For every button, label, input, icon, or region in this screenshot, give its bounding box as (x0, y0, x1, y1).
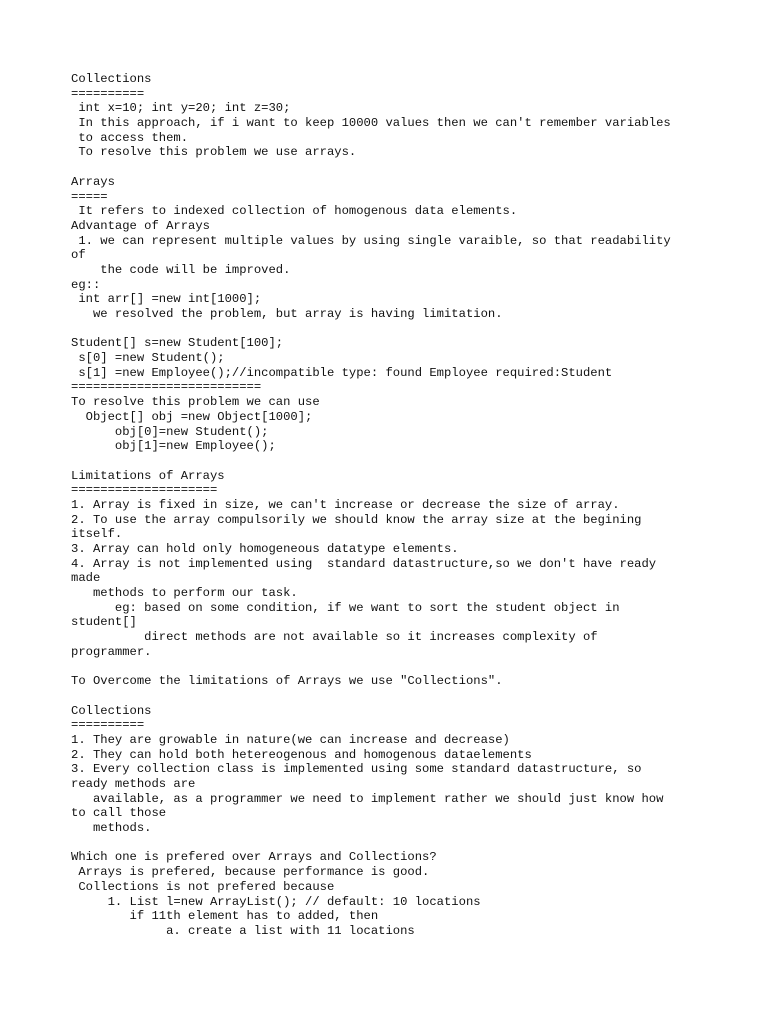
heading-limitations-of-arrays: Limitations of Arrays (71, 468, 225, 483)
heading-collections: Collections (71, 72, 152, 86)
text-line: to call those (71, 806, 167, 821)
list-item: 3. Every collection class is implemented using some standard datastructure, so (71, 762, 642, 777)
text-line: To resolve this problem we can use (71, 395, 320, 410)
text-line: It refers to indexed collection of homogenous data elements. (71, 204, 518, 219)
code-line: obj[1]=new Employee(); (71, 439, 276, 454)
list-item: 2. They can hold both hetereogenous and homogenous dataelements (71, 747, 532, 762)
text-line: programmer. (71, 644, 152, 659)
text-line: To resolve this problem we use arrays. (71, 145, 357, 160)
text-line: itself. (71, 527, 123, 542)
text-line: student[] (71, 615, 137, 630)
underline-separator: ========================== (71, 380, 262, 395)
text-line: if 11th element has to added, then (71, 909, 379, 924)
text-line: to access them. (71, 130, 189, 145)
code-line: s[0] =new Student(); (71, 351, 225, 366)
text-line: 1. we can represent multiple values by using single varaible, so that readability (71, 233, 671, 248)
underline-separator: ========== (71, 718, 145, 733)
text-line: the code will be improved. (71, 262, 291, 277)
subheading-advantage-of-arrays: Advantage of Arrays (71, 218, 210, 233)
list-item: 3. Array can hold only homogeneous datatype elements. (71, 542, 459, 556)
text-line: we resolved the problem, but array is having limitation. (71, 307, 503, 321)
blank-line (71, 836, 731, 851)
blank-line (71, 160, 731, 175)
text-line: of (71, 248, 86, 263)
code-line: int arr[] =new int[1000]; (71, 292, 262, 307)
underline-separator: ==================== (71, 483, 218, 498)
text-line: a. create a list with 11 locations (71, 923, 415, 938)
heading-arrays: Arrays (71, 174, 115, 189)
list-item: 1. They are growable in nature(we can increase and decrease) (71, 732, 510, 747)
text-line: Collections is not prefered because (71, 879, 335, 894)
code-line: Object[] obj =new Object[1000]; (71, 409, 313, 424)
text-line: eg: based on some condition, if we want to sort the student object in (71, 600, 620, 615)
text-line: int x=10; int y=20; int z=30; (71, 101, 291, 116)
text-line: direct methods are not available so it increases complexity of (71, 630, 598, 645)
text-line: ready methods are (71, 777, 196, 791)
document-page (71, 72, 731, 939)
text-line: To Overcome the limitations of Arrays we use "Collections". (71, 674, 503, 689)
code-line: 1. List l=new ArrayList(); // default: 10 locations (71, 894, 481, 909)
code-line: s[1] =new Employee();//incompatible type: found Employee required:Student (71, 365, 613, 380)
code-line: obj[0]=new Student(); (71, 424, 269, 439)
underline-separator: ========== (71, 86, 145, 101)
heading-collections-2: Collections (71, 703, 152, 718)
text-line: Arrays is prefered, because performance is good. (71, 865, 430, 880)
question-line: Which one is prefered over Arrays and Collections? (71, 850, 437, 865)
text-line: available, as a programmer we need to implement rather we should just know how (71, 791, 664, 806)
list-item: 2. To use the array compulsorily we should know the array size at the begining (71, 512, 642, 527)
code-line: Student[] s=new Student[100]; (71, 336, 284, 351)
blank-line (71, 454, 731, 469)
underline-separator: ===== (71, 189, 108, 204)
text-line: methods to perform our task. (71, 586, 298, 601)
blank-line (71, 689, 731, 704)
text-line: eg:: (71, 277, 101, 292)
blank-line (71, 322, 731, 337)
blank-line (71, 660, 731, 675)
text-line: made (71, 571, 101, 586)
text-line: methods. (71, 821, 152, 836)
list-item: 1. Array is fixed in size, we can't increase or decrease the size of array. (71, 497, 620, 512)
list-item: 4. Array is not implemented using standard datastructure,so we don't have ready (71, 556, 657, 571)
text-line: In this approach, if i want to keep 10000 values then we can't remember variables (71, 116, 671, 131)
